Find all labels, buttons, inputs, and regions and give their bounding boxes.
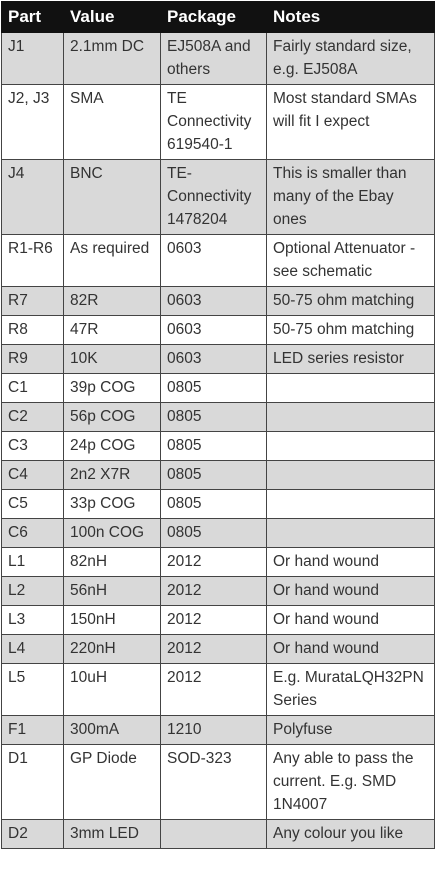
header-part: Part: [2, 2, 64, 33]
table-row: [2, 160, 435, 235]
cell-notes: Any able to pass the current. E.g. SMD 1N4007: [267, 745, 435, 820]
cell-notes: LED series resistor: [267, 345, 435, 374]
cell-value: As required: [64, 235, 161, 287]
cell-notes: [267, 461, 435, 490]
cell-package: 0805: [161, 490, 267, 519]
header-row: [2, 2, 435, 33]
cell-package: SOD-323: [161, 745, 267, 820]
cell-part: R9: [2, 345, 64, 374]
cell-package: 0603: [161, 235, 267, 287]
cell-notes: Most standard SMAs will fit I expect: [267, 85, 435, 160]
table-row: [2, 461, 435, 490]
cell-value: 150nH: [64, 606, 161, 635]
table-row: [2, 235, 435, 287]
cell-value: 56nH: [64, 577, 161, 606]
cell-part: R1-R6: [2, 235, 64, 287]
cell-notes: E.g. MurataLQH32PN Series: [267, 664, 435, 716]
cell-part: C5: [2, 490, 64, 519]
cell-package: 0805: [161, 374, 267, 403]
cell-package: EJ508A and others: [161, 33, 267, 85]
cell-value: 300mA: [64, 716, 161, 745]
cell-notes: [267, 519, 435, 548]
cell-part: J4: [2, 160, 64, 235]
cell-notes: [267, 403, 435, 432]
table-row: [2, 490, 435, 519]
cell-value: 82R: [64, 287, 161, 316]
cell-value: 24p COG: [64, 432, 161, 461]
cell-part: L2: [2, 577, 64, 606]
table-row: [2, 374, 435, 403]
cell-package: 2012: [161, 606, 267, 635]
parts-table-container: [1, 1, 434, 849]
cell-notes: 50-75 ohm matching: [267, 287, 435, 316]
cell-part: R7: [2, 287, 64, 316]
cell-value: 2.1mm DC: [64, 33, 161, 85]
cell-part: C1: [2, 374, 64, 403]
cell-value: 2n2 X7R: [64, 461, 161, 490]
cell-value: SMA: [64, 85, 161, 160]
header-package: Package: [161, 2, 267, 33]
cell-value: 10K: [64, 345, 161, 374]
cell-value: 220nH: [64, 635, 161, 664]
cell-package: 2012: [161, 635, 267, 664]
cell-part: C6: [2, 519, 64, 548]
cell-part: L3: [2, 606, 64, 635]
cell-notes: Or hand wound: [267, 548, 435, 577]
table-row: [2, 606, 435, 635]
table-row: [2, 716, 435, 745]
cell-notes: Or hand wound: [267, 577, 435, 606]
cell-part: L4: [2, 635, 64, 664]
cell-package: TE Connectivity 619540-1: [161, 85, 267, 160]
cell-notes: [267, 432, 435, 461]
cell-package: 0805: [161, 461, 267, 490]
header-notes: Notes: [267, 2, 435, 33]
cell-value: 33p COG: [64, 490, 161, 519]
table-row: [2, 664, 435, 716]
cell-package: [161, 820, 267, 849]
cell-notes: Or hand wound: [267, 635, 435, 664]
cell-value: GP Diode: [64, 745, 161, 820]
cell-part: C4: [2, 461, 64, 490]
cell-notes: Polyfuse: [267, 716, 435, 745]
cell-package: 2012: [161, 664, 267, 716]
cell-part: D1: [2, 745, 64, 820]
cell-package: 0603: [161, 345, 267, 374]
cell-part: L1: [2, 548, 64, 577]
table-row: [2, 287, 435, 316]
cell-part: F1: [2, 716, 64, 745]
cell-value: 56p COG: [64, 403, 161, 432]
cell-package: TE-Connectivity 1478204: [161, 160, 267, 235]
cell-part: L5: [2, 664, 64, 716]
table-row: [2, 548, 435, 577]
cell-value: 39p COG: [64, 374, 161, 403]
cell-notes: Any colour you like: [267, 820, 435, 849]
table-row: [2, 820, 435, 849]
table-row: [2, 432, 435, 461]
cell-value: BNC: [64, 160, 161, 235]
cell-value: 47R: [64, 316, 161, 345]
cell-notes: [267, 374, 435, 403]
table-row: [2, 316, 435, 345]
table-row: [2, 345, 435, 374]
cell-package: 2012: [161, 577, 267, 606]
cell-package: 0805: [161, 519, 267, 548]
cell-part: C2: [2, 403, 64, 432]
cell-notes: Optional Attenuator - see schematic: [267, 235, 435, 287]
cell-notes: Or hand wound: [267, 606, 435, 635]
cell-package: 0603: [161, 287, 267, 316]
cell-part: J1: [2, 33, 64, 85]
cell-part: D2: [2, 820, 64, 849]
table-row: [2, 33, 435, 85]
table-row: [2, 577, 435, 606]
table-row: [2, 519, 435, 548]
parts-table: [1, 1, 435, 849]
cell-part: R8: [2, 316, 64, 345]
table-body: [2, 33, 435, 849]
cell-value: 10uH: [64, 664, 161, 716]
cell-part: C3: [2, 432, 64, 461]
table-row: [2, 745, 435, 820]
cell-part: J2, J3: [2, 85, 64, 160]
cell-notes: 50-75 ohm matching: [267, 316, 435, 345]
cell-notes: This is smaller than many of the Ebay ones: [267, 160, 435, 235]
cell-value: 3mm LED: [64, 820, 161, 849]
cell-package: 0805: [161, 403, 267, 432]
cell-notes: Fairly standard size, e.g. EJ508A: [267, 33, 435, 85]
cell-package: 2012: [161, 548, 267, 577]
cell-package: 1210: [161, 716, 267, 745]
cell-package: 0603: [161, 316, 267, 345]
table-row: [2, 403, 435, 432]
cell-value: 82nH: [64, 548, 161, 577]
cell-value: 100n COG: [64, 519, 161, 548]
table-row: [2, 85, 435, 160]
table-row: [2, 635, 435, 664]
cell-notes: [267, 490, 435, 519]
header-value: Value: [64, 2, 161, 33]
cell-package: 0805: [161, 432, 267, 461]
